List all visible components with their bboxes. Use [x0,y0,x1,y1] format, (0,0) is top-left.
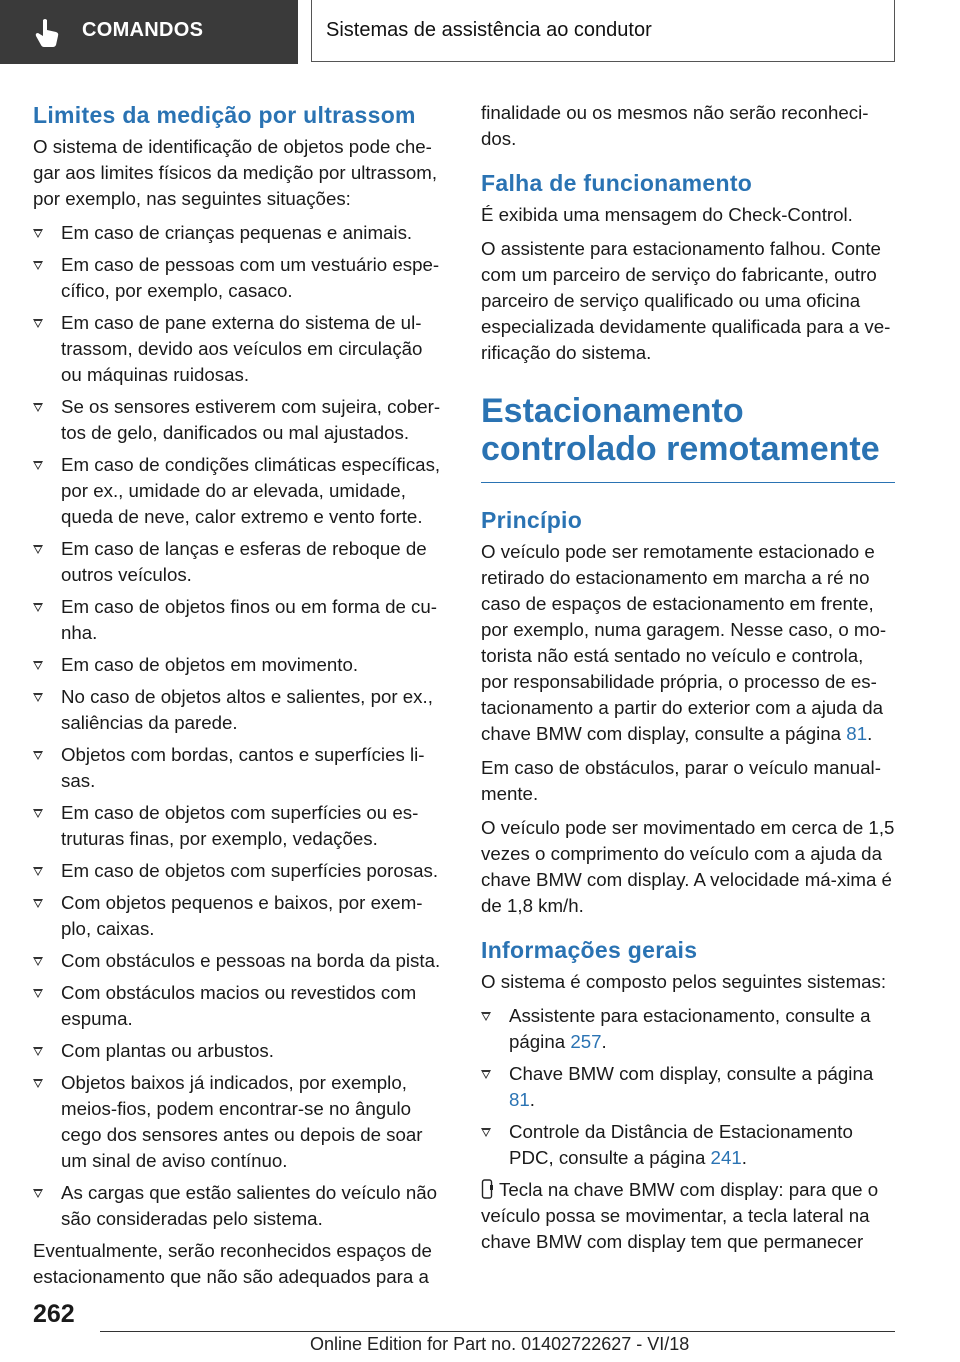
list-item: Assistente para estacionamento, consulte a página 257. [481,1003,895,1055]
bullet-triangle-icon [33,461,43,470]
ultrasound-limits-list [33,220,448,1232]
chapter-title: Sistemas de assistência ao condutor [326,19,652,41]
bullet-triangle-icon [33,1047,43,1056]
bullet-triangle-icon [33,751,43,760]
list-item: Com plantas ou arbustos. [33,1038,448,1064]
page-link[interactable]: 257 [570,1031,602,1052]
bullet-triangle-icon [481,1128,491,1137]
ultrasound-limits-intro: O sistema de identificação de objetos pode che-gar aos limites físicos da medição por ultrassom, por exemplo, nas seguintes situações: [33,136,438,209]
bullet-triangle-icon [33,403,43,412]
principle-paragraph-3: O veículo pode ser movimentado em cerca de 1,5 vezes o comprimento do veículo com a ajuda da chave BMW com display. A velocidade má-xima é de 1,8 km/h. [481,817,895,916]
bullet-triangle-icon [33,661,43,670]
key-note: Tecla na chave BMW com display: para que o veículo possa se movimentar, a tecla lateral na chave BMW com display tem que permanecer [481,1179,879,1252]
list-item: Em caso de lanças e esferas de reboque de outros veículos. [33,536,448,588]
page-link[interactable]: 81 [509,1089,530,1110]
fault-heading: Falha de funcionamento [481,170,753,196]
list-item: Com obstáculos e pessoas na borda da pista. [33,948,448,974]
footer-divider [100,1331,895,1332]
bullet-triangle-icon [33,957,43,966]
general-info-heading: Informações gerais [481,937,698,963]
fault-paragraph-2: O assistente para estacionamento falhou. Conte com um parceiro de serviço do fabricante, outro parceiro de serviço qualificado ou uma oficina especializada devidamente qualificada para a ve-rificação do sistema. [481,238,891,363]
list-item: As cargas que estão salientes do veículo não são consideradas pelo sistema. [33,1180,448,1232]
list-item: Em caso de objetos em movimento. [33,652,448,678]
principle-heading: Princípio [481,507,583,533]
right-column [481,100,895,1263]
key-fob-icon [481,1179,493,1199]
ultrasound-limits-outro: Eventualmente, serão reconhecidos espaços de estacionamento que não são adequados para a [33,1240,432,1287]
bullet-triangle-icon [33,319,43,328]
list-item: Com obstáculos macios ou revestidos com espuma. [33,980,448,1032]
bullet-triangle-icon [481,1070,491,1079]
page-number: 262 [33,1300,75,1328]
list-item: Em caso de pane externa do sistema de ul-trassom, devido aos veículos em circulação ou máquinas ruidosas. [33,310,448,388]
bullet-triangle-icon [33,229,43,238]
bullet-triangle-icon [33,603,43,612]
list-item: Com objetos pequenos e baixos, por exem-plo, caixas. [33,890,448,942]
list-item: Controle da Distância de Estacionamento PDC, consulte a página 241. [481,1119,895,1171]
bullet-triangle-icon [33,1189,43,1198]
edition-footer: Online Edition for Part no. 01402722627 - VI/18 [310,1334,690,1354]
section-title: COMANDOS [82,19,204,41]
chapter-header [311,0,895,62]
list-item: Em caso de crianças pequenas e animais. [33,220,448,246]
fault-paragraph-1: É exibida uma mensagem do Check-Control. [481,204,853,225]
list-item: Objetos baixos já indicados, por exemplo, meios-fios, podem encontrar-se no ângulo cego dos sensores antes ou depois de soar um sinal de aviso contínuo. [33,1070,448,1174]
page-link-81[interactable]: 81 [846,723,868,744]
principle-paragraph-2: Em caso de obstáculos, parar o veículo manual-mente. [481,757,881,804]
page-link[interactable]: 241 [710,1147,742,1168]
general-info-list [481,1003,895,1171]
general-info-intro: O sistema é composto pelos seguintes sistemas: [481,971,887,992]
bullet-triangle-icon [481,1012,491,1021]
list-item: Objetos com bordas, cantos e superfícies li-sas. [33,742,448,794]
list-item: Chave BMW com display, consulte a página 81. [481,1061,895,1113]
bullet-triangle-icon [33,867,43,876]
list-item: Em caso de objetos com superfícies porosas. [33,858,448,884]
list-item: Em caso de pessoas com um vestuário espe-cífico, por exemplo, casaco. [33,252,448,304]
bullet-triangle-icon [33,545,43,554]
bullet-triangle-icon [33,989,43,998]
list-item: Em caso de condições climáticas específicas, por ex., umidade do ar elevada, umidade, queda de neve, calor extremo e vento forte. [33,452,448,530]
bullet-triangle-icon [33,809,43,818]
continued-text: finalidade ou os mesmos não serão reconheci-dos. [481,102,869,149]
list-item: Se os sensores estiverem com sujeira, cober-tos de gelo, danificados ou mal ajustados. [33,394,448,446]
principle-paragraph-1: O veículo pode ser remotamente estacionado e retirado do estacionamento em marcha a ré no caso de espaços de estacionamento em frente, por exemplo, numa garagem. Nesse caso, o mo-torista não está sentado no veículo e controla, por responsabilidade própria, o processo de es-tacionamento a partir do exterior com a ajuda da chave BMW com display, consulte a página 81. [481,541,887,744]
main-heading: Estacionamento controlado remotamente [481,392,895,483]
bullet-triangle-icon [33,899,43,908]
list-item: Em caso de objetos com superfícies ou es-truturas finas, por exemplo, vedações. [33,800,448,852]
ultrasound-limits-heading: Limites da medição por ultrassom [33,102,416,128]
hand-pointer-icon [34,18,60,48]
bullet-triangle-icon [33,261,43,270]
list-item: Em caso de objetos finos ou em forma de cu-nha. [33,594,448,646]
left-column [33,100,448,1298]
bullet-triangle-icon [33,693,43,702]
bullet-triangle-icon [33,1079,43,1088]
list-item: No caso de objetos altos e salientes, por ex., saliências da parede. [33,684,448,736]
section-tab [0,0,298,64]
